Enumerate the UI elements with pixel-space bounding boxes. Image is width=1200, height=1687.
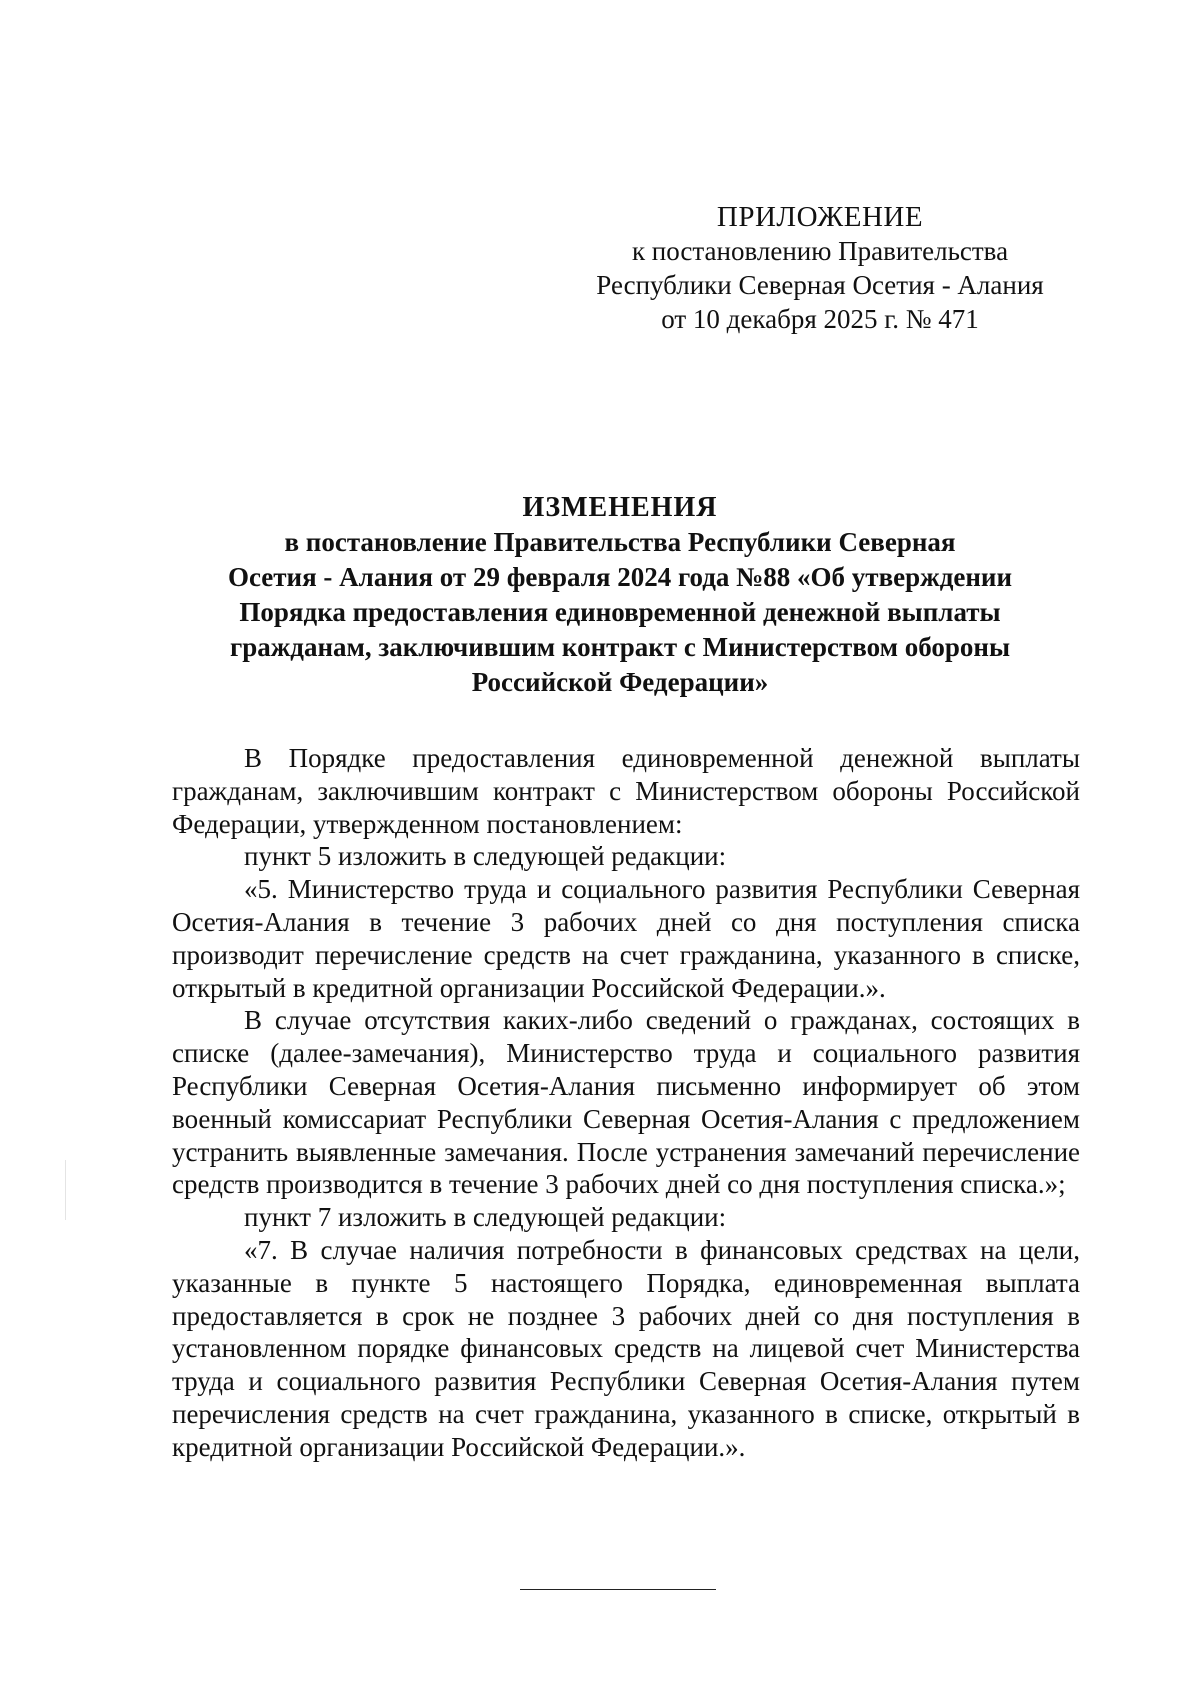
title-line-5: Российской Федерации» — [471, 667, 769, 697]
appendix-line-3: от 10 декабря 2025 г. № 471 — [661, 304, 979, 334]
body-paragraph-5: пункт 7 изложить в следующей редакции: — [244, 1202, 727, 1233]
title-line-3: Порядка предоставления единовременной денежной выплаты — [239, 597, 1001, 627]
body-paragraph-4: В случае отсутствия каких-либо сведений о гражданах, состоящих в списке (далее-замечания), Министерство труда и социального развития Республики Северная Осетия-Алания письменно информирует об этом военный комиссариат Республики Северная Осетия-Алания с предложением устранить выявленные замечания. После устранения замечаний перечисление средств производится в течение 3 рабочих дней со дня поступления списка.»; — [172, 1005, 1080, 1200]
scan-margin-mark — [65, 1160, 66, 1220]
document-title — [170, 490, 1070, 700]
title-line-2: Осетия - Алания от 29 февраля 2024 года №88 «Об утверждении — [227, 562, 1013, 592]
body-paragraph-1: В Порядке предоставления единовременной денежной выплаты гражданам, заключившим контракт с Министерством обороны Российской Федерации, утвержденном постановлением: — [172, 743, 1080, 839]
appendix-heading: ПРИЛОЖЕНИЕ — [716, 201, 924, 233]
appendix-line-2: Республики Северная Осетия - Алания — [596, 270, 1044, 300]
body-paragraph-2: пункт 5 изложить в следующей редакции: — [244, 841, 727, 872]
body-paragraph-6: «7. В случае наличия потребности в финансовых средствах на цели, указанные в пункте 5 настоящего Порядка, единовременная выплата предоставляется в срок не позднее 3 рабочих дней со дня поступления в установленном порядке финансовых средств на лицевой счет Министерства труда и социального развития Республики Северная Осетия-Алания путем перечисления средств на счет гражданина, указанного в списке, открытый в кредитной организации Российской Федерации.». — [172, 1234, 1080, 1462]
body-paragraph-3: «5. Министерство труда и социального развития Республики Северная Осетия-Алания в течение 3 рабочих дней со дня поступления списка производит перечисление средств на счет гражданина, указанного в списке, открытый в кредитной организации Российской Федерации.». — [172, 874, 1080, 1003]
title-line-4: гражданам, заключившим контракт с Министерством обороны — [229, 632, 1011, 662]
closing-separator-line — [520, 1589, 716, 1590]
title-line-1: в постановление Правительства Республики Северная — [284, 527, 956, 557]
appendix-line-1: к постановлению Правительства — [631, 236, 1009, 266]
title-main: ИЗМЕНЕНИЯ — [522, 492, 718, 523]
document-body — [172, 742, 1080, 1464]
appendix-header — [560, 200, 1080, 336]
